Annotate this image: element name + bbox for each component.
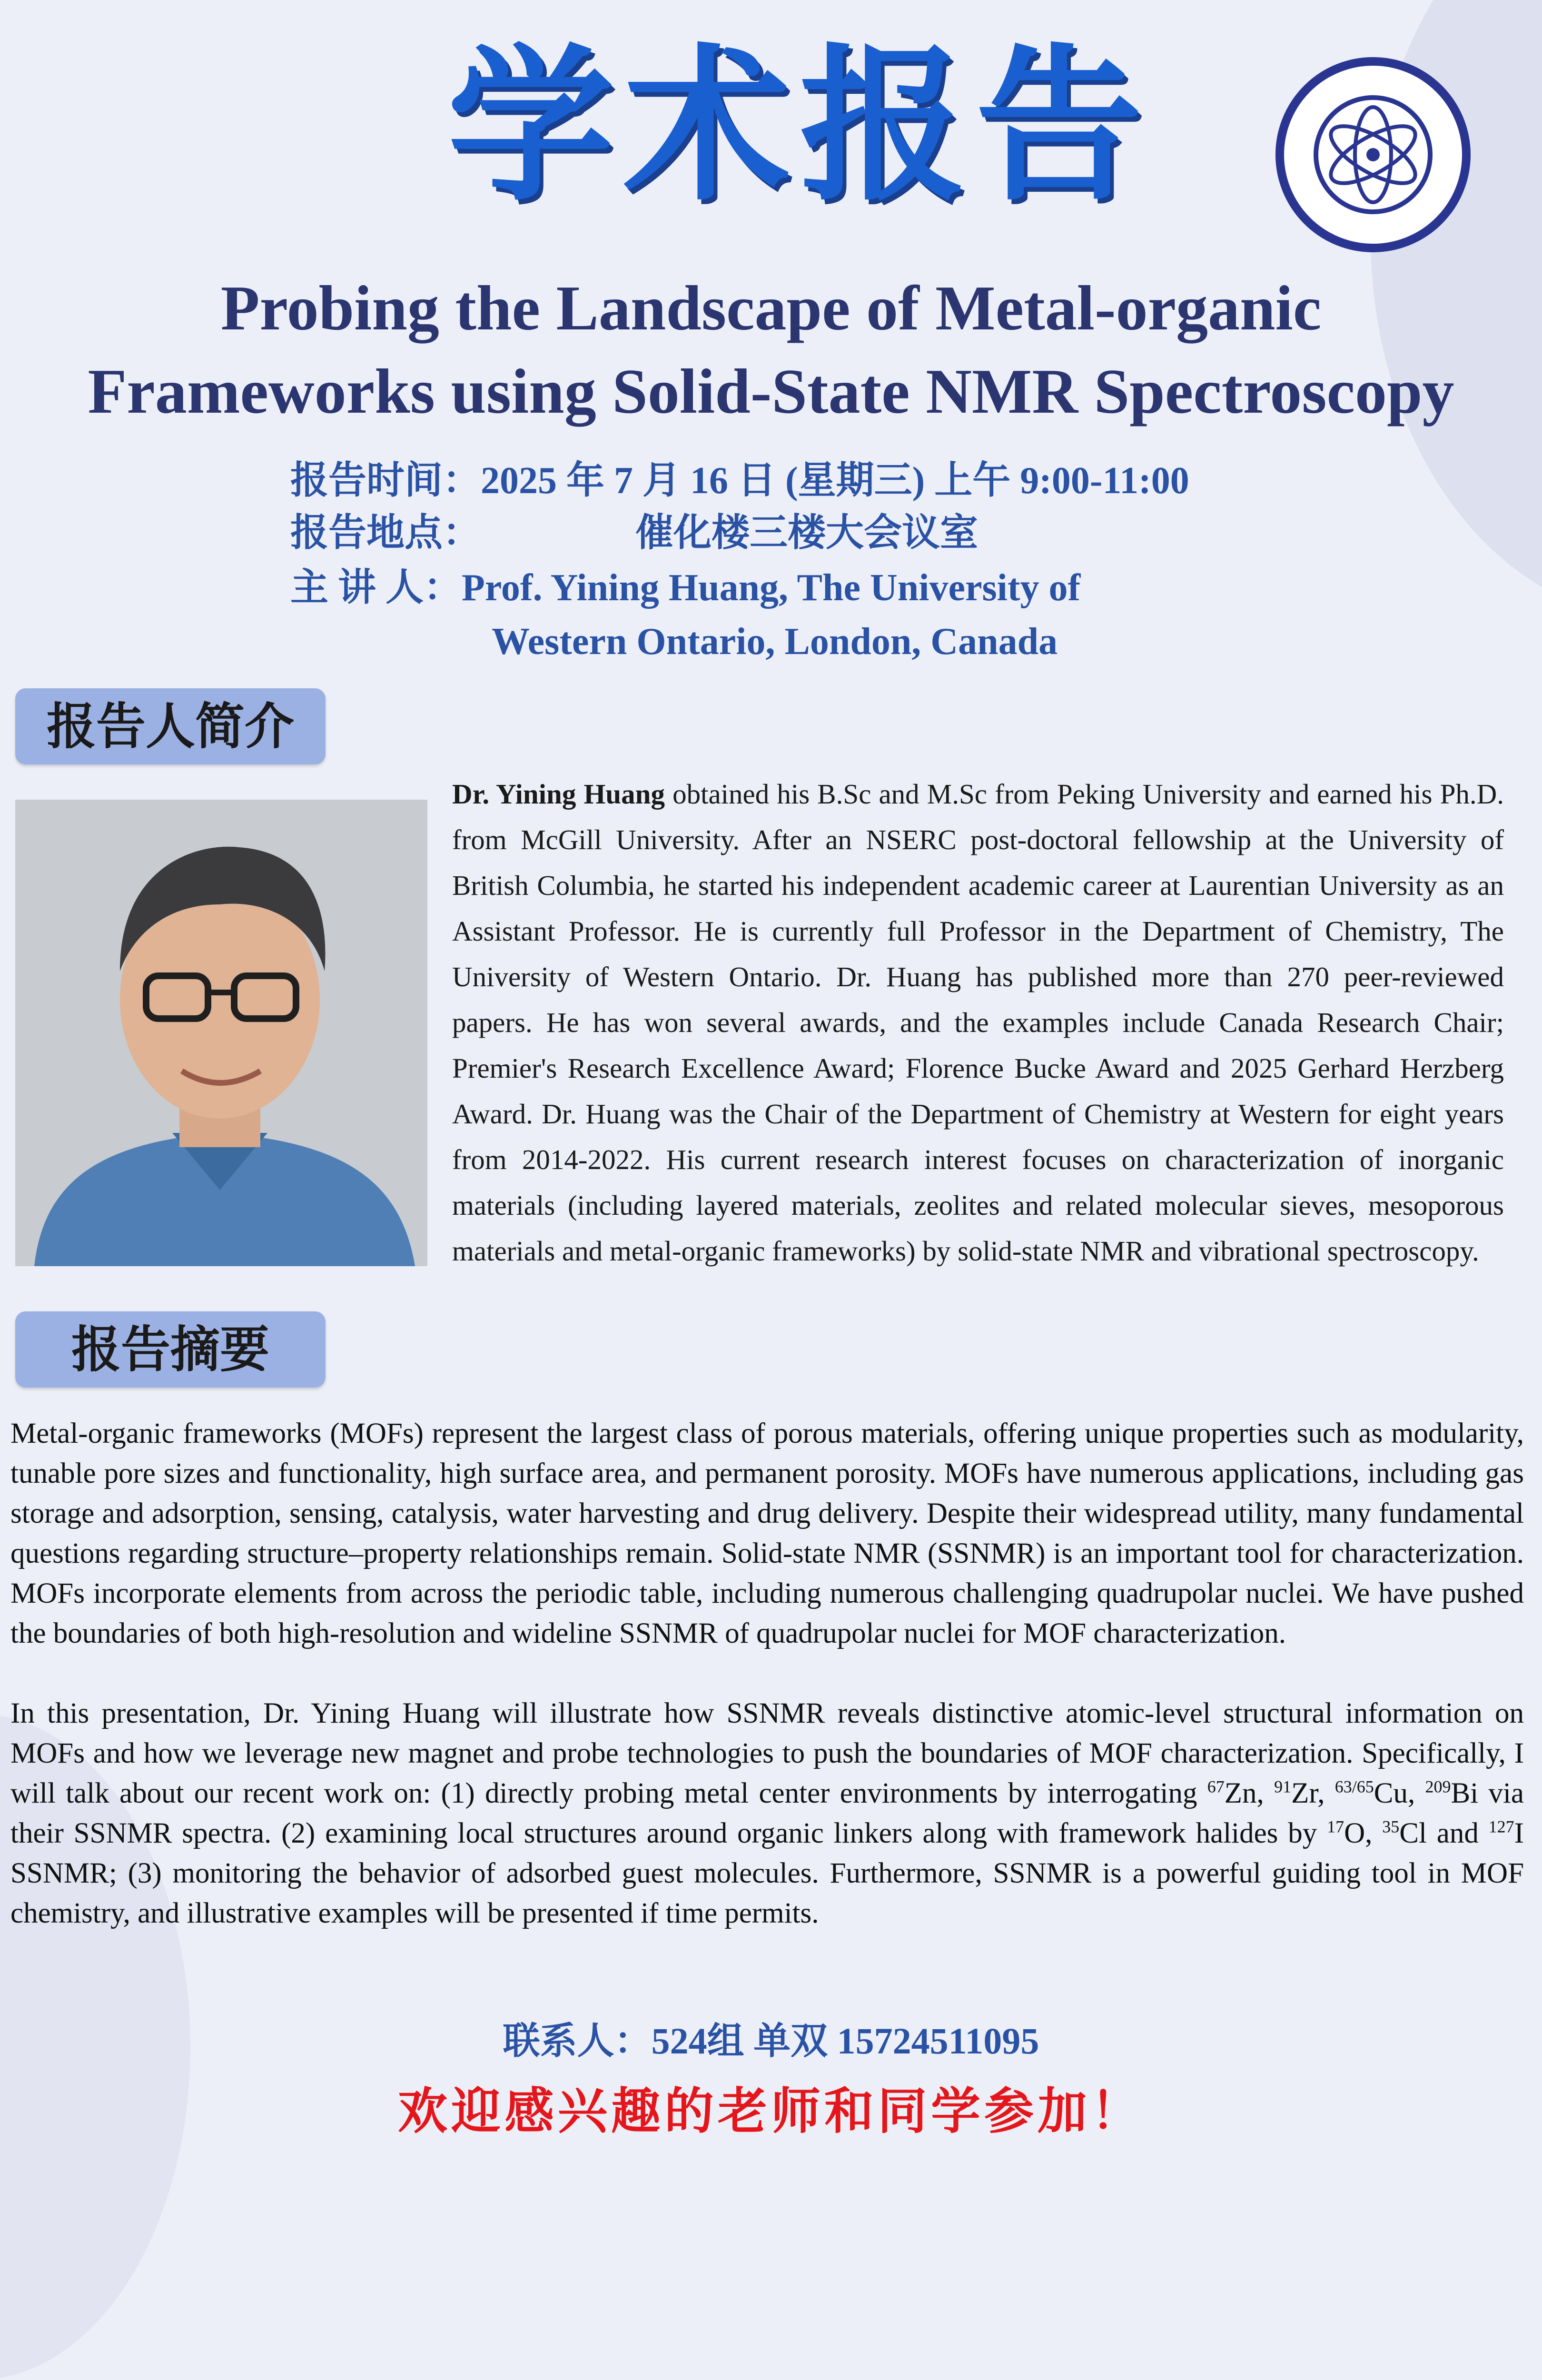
atom-emblem-icon bbox=[1284, 66, 1462, 244]
isotope-bi: 209 bbox=[1425, 1777, 1451, 1796]
speaker-label: 主 讲 人： bbox=[290, 567, 462, 609]
section-heading-speaker-bio: 报告人简介 bbox=[15, 688, 326, 764]
welcome-message: 欢迎感兴趣的老师和同学参加！ bbox=[397, 2082, 1144, 2140]
report-place-label: 报告地点： bbox=[290, 512, 481, 554]
speaker-line-1: Prof. Yining Huang, The University of bbox=[462, 567, 1081, 609]
banner-title: 学术报告 bbox=[447, 29, 1152, 223]
contact-info: 联系人：524组 单双 15724511095 bbox=[503, 2020, 1039, 2062]
talk-title-line-2: Frameworks using Solid-State NMR Spectroscopy bbox=[88, 356, 1454, 426]
speaker-name: Dr. Yining Huang bbox=[452, 778, 665, 810]
speaker-bio bbox=[452, 771, 1504, 1274]
element-zr: Zr, bbox=[1291, 1777, 1335, 1809]
element-zn: Zn, bbox=[1224, 1777, 1275, 1809]
isotope-cu: 63/65 bbox=[1334, 1777, 1374, 1796]
isotope-i: 127 bbox=[1488, 1817, 1514, 1836]
abstract-p2-text: In this presentation, Dr. Yining Huang will illustrate how SSNMR reveals distinctive atomic-level structural information on MOFs and how we leverage new magnet and probe technologies to push the boundaries of MOF characterization. Specifically, I will talk about our recent work on: (1) directly probing metal center environments by interrogating bbox=[10, 1697, 1524, 1809]
isotope-cl: 35 bbox=[1382, 1817, 1400, 1836]
institute-logo-icon bbox=[1275, 57, 1471, 252]
element-cl: Cl and bbox=[1399, 1817, 1489, 1849]
section-heading-abstract: 报告摘要 bbox=[15, 1311, 326, 1388]
element-bi: Bi via their SSNMR spectra. (2) examining local structures around organic linkers along with framework halides by bbox=[10, 1777, 1524, 1849]
abstract-paragraph-2 bbox=[10, 1694, 1524, 1934]
element-cu: Cu, bbox=[1374, 1777, 1425, 1809]
report-time-label: 报告时间： bbox=[290, 460, 481, 502]
isotope-zn: 67 bbox=[1207, 1777, 1225, 1796]
element-i: I SSNMR; (3) monitoring the behavior of adsorbed guest molecules. Furthermore, SSNMR is a powerful guiding tool in MOF chemistry, and illustrative examples will be presented if time permits. bbox=[10, 1817, 1524, 1929]
abstract-body bbox=[10, 1414, 1524, 1934]
speaker-photo bbox=[15, 800, 427, 1266]
report-time-value: 2025 年 7 月 16 日 (星期三) 上午 9:00-11:00 bbox=[481, 460, 1189, 502]
speaker-line-2: Western Ontario, London, Canada bbox=[492, 621, 1058, 663]
report-place-value: 催化楼三楼大会议室 bbox=[635, 512, 978, 554]
speaker-portrait-image bbox=[15, 800, 427, 1266]
isotope-zr: 91 bbox=[1274, 1777, 1292, 1796]
abstract-paragraph-1: Metal-organic frameworks (MOFs) represent the largest class of porous materials, offering unique properties such as modularity, tunable pore sizes and functionality, high surface area, and permanent porosity. MOFs have numerous applications, including gas storage and adsorption, sensing, catalysis, water harvesting and drug delivery. Despite their widespread utility, many fundamental questions regarding structure–property relationships remain. Solid-state NMR (SSNMR) is an important tool for characterization. MOFs incorporate elements from across the periodic table, including numerous challenging quadrupolar nuclei. We have pushed the boundaries of both high-resolution and wideline SSNMR of quadrupolar nuclei for MOF characterization. bbox=[10, 1418, 1524, 1649]
speaker-bio-text: obtained his B.Sc and M.Sc from Peking University and earned his Ph.D. from McGill University. After an NSERC post-doctoral fellowship at the University of British Columbia, he started his independent academic career at Laurentian University as an Assistant Professor. He is currently full Professor in the Department of Chemistry, The University of Western Ontario. Dr. Huang has published more than 270 peer-reviewed papers. He has won several awards, and the examples include Canada Research Chair; Premier's Research Excellence Award; Florence Bucke Award and 2025 Gerhard Herzberg Award. Dr. Huang was the Chair of the Department of Chemistry at Western for eight years from 2014-2022. His current research interest focuses on characterization of inorganic materials (including layered materials, zeolites and related molecular sieves, mesoporous materials and metal-organic frameworks) by solid-state NMR and vibrational spectroscopy. bbox=[452, 778, 1504, 1267]
report-time bbox=[290, 455, 1189, 507]
isotope-o: 17 bbox=[1327, 1817, 1344, 1836]
talk-title-line-1: Probing the Landscape of Metal-organic bbox=[220, 273, 1322, 343]
speaker bbox=[290, 562, 1080, 614]
element-o: O, bbox=[1344, 1817, 1383, 1849]
